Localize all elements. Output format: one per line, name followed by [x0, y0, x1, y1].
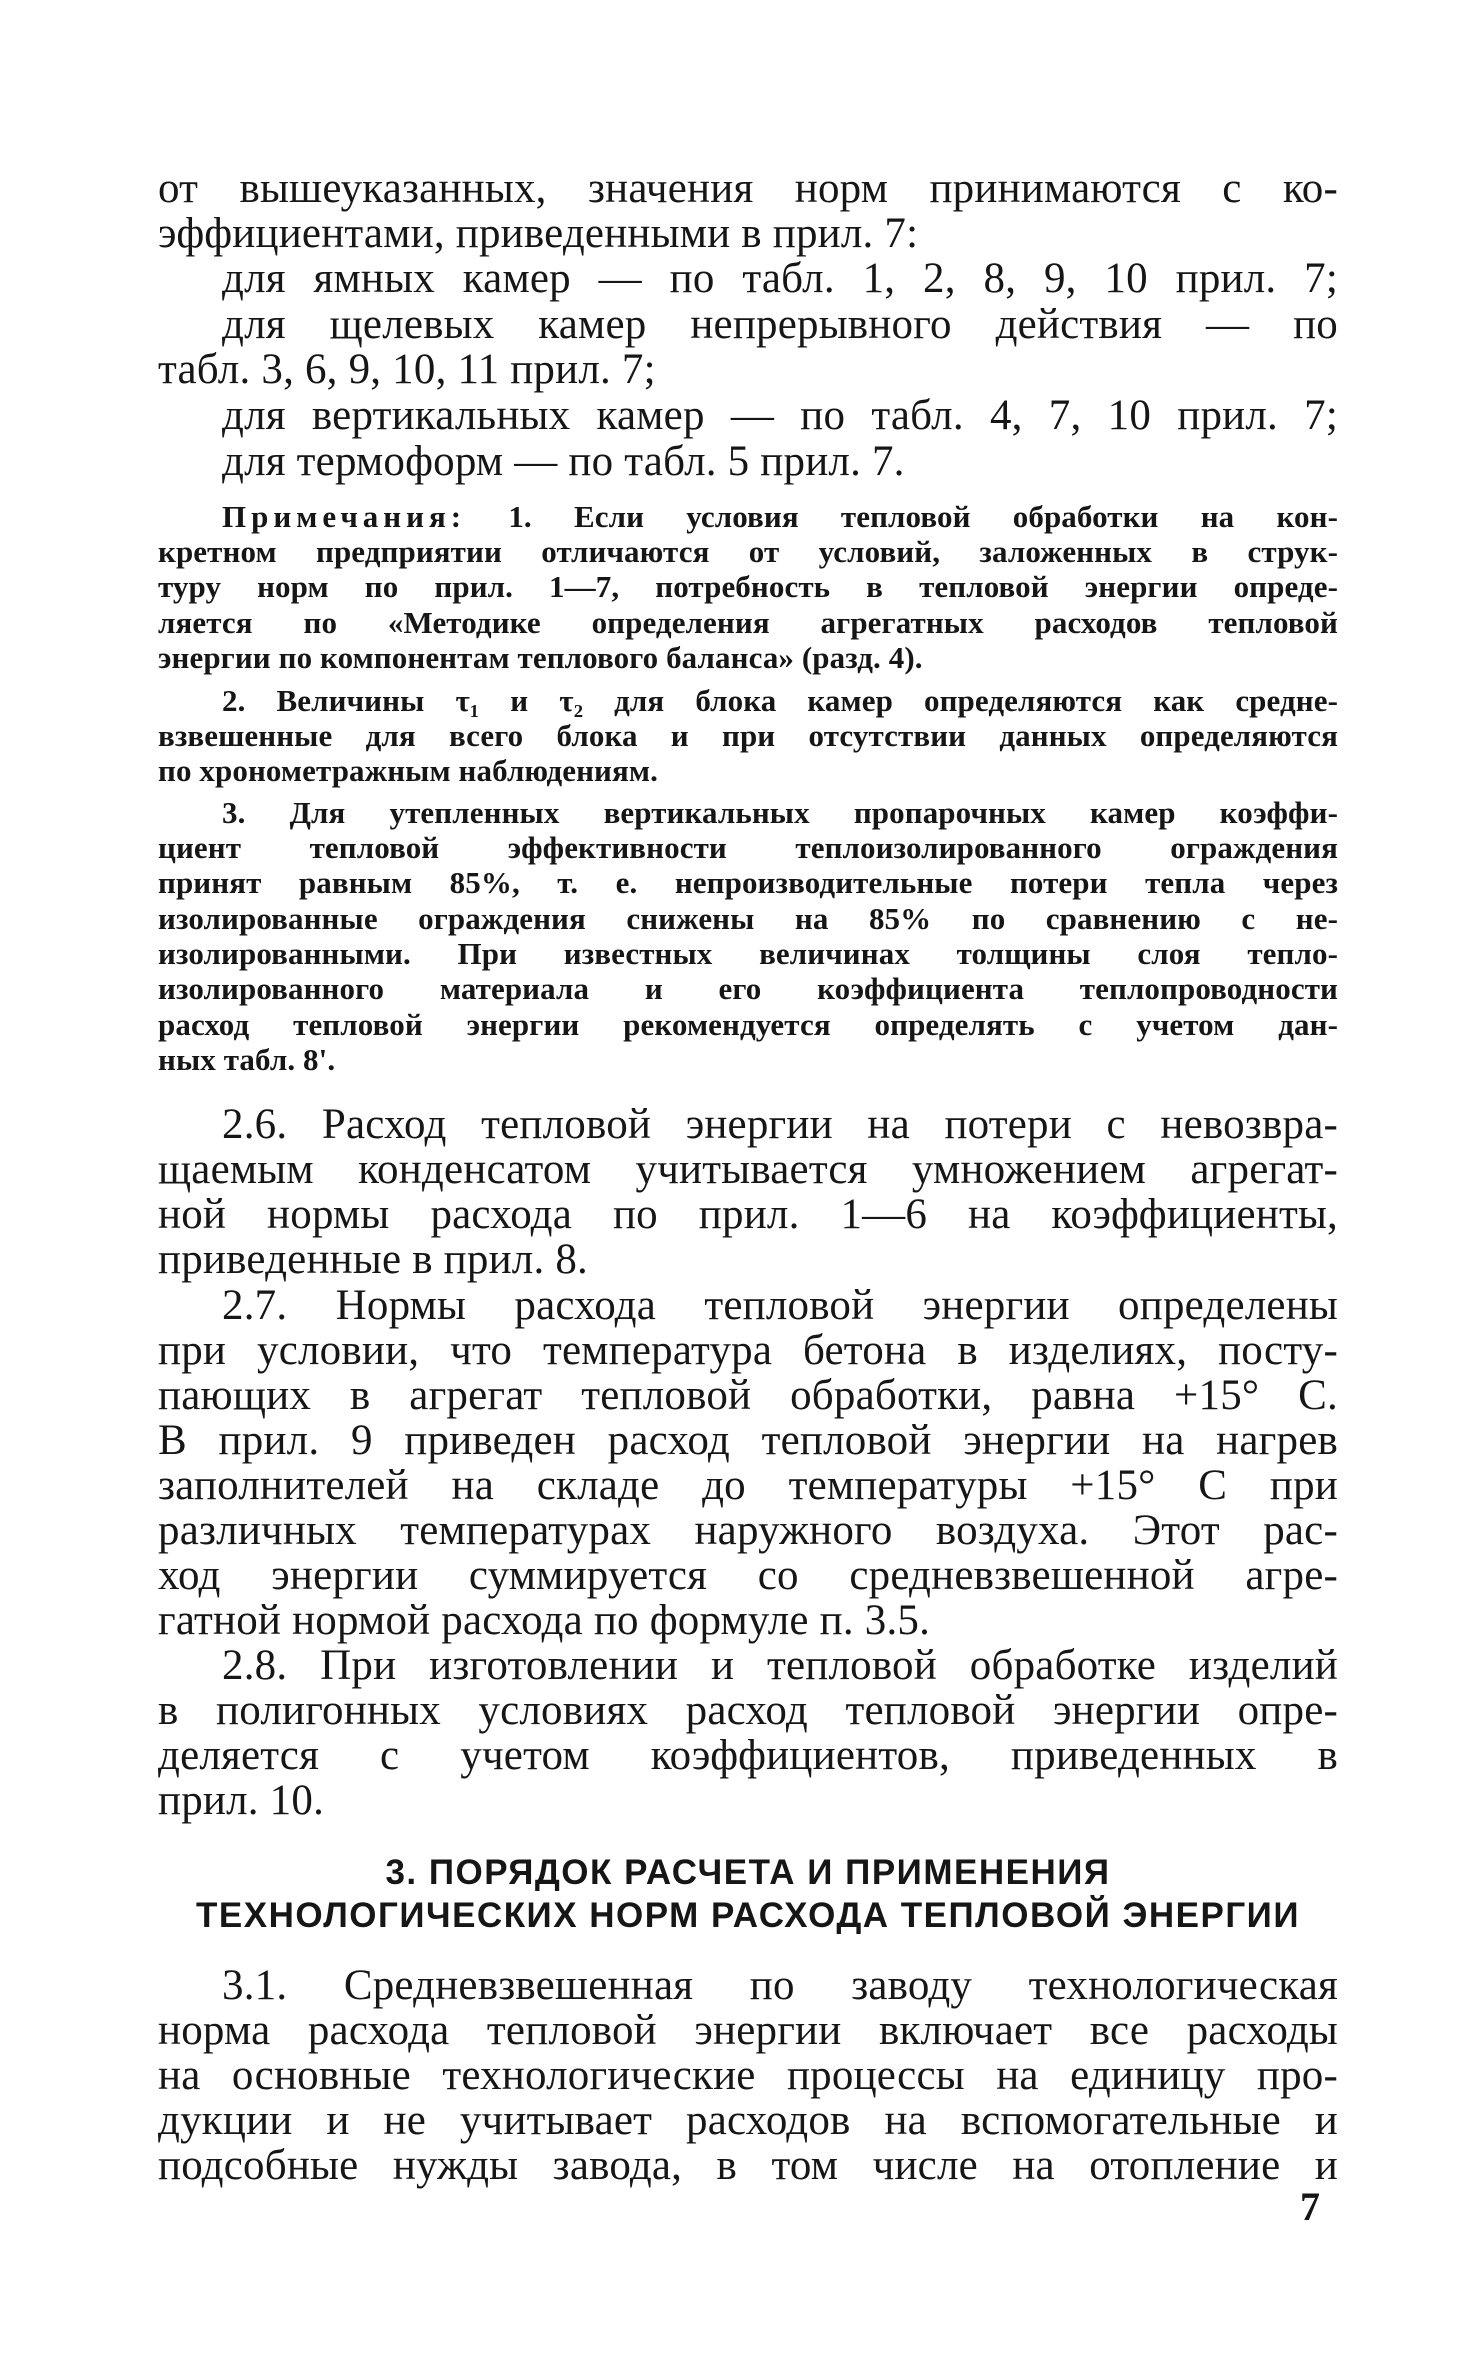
text-line: для вертикальных камер — по табл. 4, 7, 10 прил. 7;	[222, 392, 1338, 439]
text-line: для термоформ — по табл. 5 прил. 7.	[222, 438, 905, 485]
text-line: подсобные нужды завода, в том числе на отопление и	[158, 2142, 1338, 2189]
text-line: В прил. 9 приведен расход тепловой энергии на нагрев	[158, 1417, 1338, 1464]
text-line: щаемым конденсатом учитывается умножением агрегат-	[158, 1146, 1338, 1193]
text-line: приведенные в прил. 8.	[158, 1236, 588, 1283]
text-line: для ямных камер — по табл. 1, 2, 8, 9, 10 прил. 7;	[222, 255, 1338, 302]
section-heading: 3. ПОРЯДОК РАСЧЕТА И ПРИМЕНЕНИЯ	[385, 1853, 1111, 1892]
note-line: расход тепловой энергии рекомендуется определять с учетом дан-	[158, 1007, 1338, 1042]
note-line: изолированными. При известных величинах толщины слоя тепло-	[158, 936, 1338, 971]
text-line: при условии, что температура бетона в изделиях, посту-	[158, 1327, 1338, 1374]
note-line: принят равным 85%, т. е. непроизводительные потери тепла через	[158, 865, 1338, 900]
text-line: эффициентами, приведенными в прил. 7:	[158, 210, 919, 257]
note-line: 2. Величины τ₁ и τ₂ для блока камер определяются как средне-	[222, 683, 1338, 718]
text-line: деляется с учетом коэффициентов, приведенных в	[158, 1732, 1338, 1779]
note-line: изолированные ограждения снижены на 85% по сравнению с не-	[158, 901, 1338, 936]
note-line: кретном предприятии отличаются от условий, заложенных в струк-	[158, 534, 1338, 569]
text-line: гатной нормой расхода по формуле п. 3.5.	[158, 1597, 931, 1644]
text-line: на основные технологические процессы на единицу про-	[158, 2052, 1338, 2099]
notes-label: Примечания:	[222, 499, 467, 534]
note-text: 1. Если условия тепловой обработки на кон-	[508, 499, 1338, 534]
text-line: 2.7. Нормы расхода тепловой энергии определены	[222, 1282, 1338, 1329]
text-line: ной нормы расхода по прил. 1—6 на коэффициенты,	[158, 1191, 1338, 1238]
text-line: прил. 10.	[158, 1777, 325, 1824]
text-line: табл. 3, 6, 9, 10, 11 прил. 7;	[158, 346, 656, 393]
text-line: дукции и не учитывает расходов на вспомогательные и	[158, 2097, 1338, 2144]
text-line: в полигонных условиях расход тепловой энергии опре-	[158, 1687, 1338, 1734]
note-line: туру норм по прил. 1—7, потребность в тепловой энергии опреде-	[158, 569, 1338, 604]
text-line: 3.1. Средневзвешенная по заводу технологическая	[222, 1962, 1338, 2009]
note-line: 3. Для утепленных вертикальных пропарочных камер коэффи-	[222, 795, 1338, 830]
text-line: ход энергии суммируется со средневзвешенной агре-	[158, 1552, 1338, 1599]
text-line: норма расхода тепловой энергии включает все расходы	[158, 2007, 1338, 2054]
note-line: ляется по «Методике определения агрегатных расходов тепловой	[158, 605, 1338, 640]
note-line: взвешенные для всего блока и при отсутствии данных определяются	[158, 718, 1338, 753]
note-line: по хронометражным наблюдениям.	[158, 753, 658, 788]
text-line: пающих в агрегат тепловой обработки, равна +15° С.	[158, 1372, 1338, 1419]
text-line: от вышеуказанных, значения норм принимаются с ко-	[158, 165, 1338, 212]
note-line	[222, 501, 1338, 532]
text-line: для щелевых камер непрерывного действия — по	[222, 301, 1338, 348]
note-line: циент тепловой эффективности теплоизолированного ограждения	[158, 830, 1338, 865]
text-line: 2.6. Расход тепловой энергии на потери с невозвра-	[222, 1101, 1338, 1148]
note-line: энергии по компонентам теплового баланса» (разд. 4).	[158, 640, 923, 675]
text-line: различных температурах наружного воздуха. Этот рас-	[158, 1507, 1338, 1554]
note-line: ных табл. 8'.	[158, 1042, 336, 1077]
note-line: изолированного материала и его коэффициента теплопроводности	[158, 971, 1338, 1006]
section-heading: ТЕХНОЛОГИЧЕСКИХ НОРМ РАСХОДА ТЕПЛОВОЙ ЭНЕРГИИ	[196, 1896, 1300, 1935]
page-number: 7	[1300, 2184, 1320, 2229]
text-line: 2.8. При изготовлении и тепловой обработке изделий	[222, 1642, 1338, 1689]
text-line: заполнителей на складе до температуры +15° С при	[158, 1462, 1338, 1509]
